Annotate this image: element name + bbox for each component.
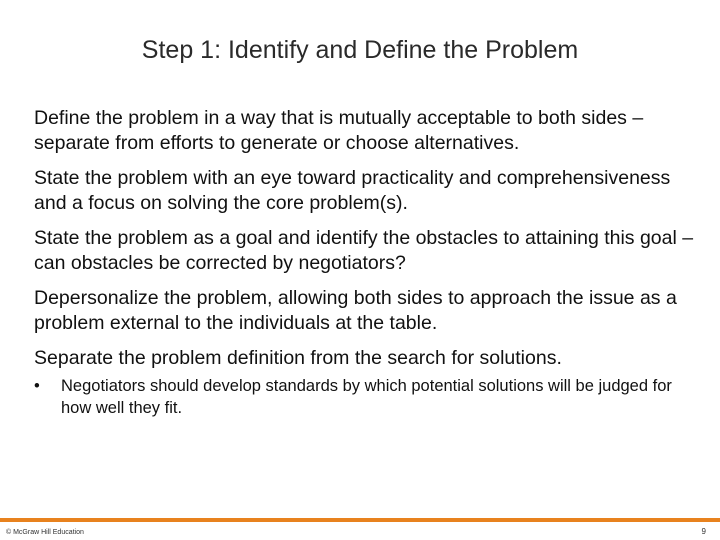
sub-bullet-list <box>34 375 694 419</box>
bullet-item: State the problem as a goal and identify the obstacles to attaining this goal – can obstacles be corrected by negotiators? <box>34 227 694 274</box>
bullet-list <box>34 106 694 429</box>
copyright-notice: © McGraw Hill Education <box>6 529 84 536</box>
sub-bullet-item <box>34 375 694 419</box>
footer-divider <box>0 518 720 522</box>
slide-title: Step 1: Identify and Define the Problem <box>141 36 579 64</box>
bullet-dot-icon: • <box>34 377 40 395</box>
bullet-item: Depersonalize the problem, allowing both sides to approach the issue as a problem external to the individuals at the table. <box>34 287 677 334</box>
bullet-text: Separate the problem definition from the search for solutions. <box>34 347 562 369</box>
bullet-item <box>34 346 694 419</box>
page-number: 9 <box>701 527 706 536</box>
sub-bullet-text: Negotiators should develop standards by which potential solutions will be judged for how well they fit. <box>61 377 672 417</box>
bullet-item: Define the problem in a way that is mutually acceptable to both sides – separate from efforts to generate or choose alternatives. <box>34 107 644 154</box>
bullet-item: State the problem with an eye toward practicality and comprehensiveness and a focus on solving the core problem(s). <box>34 167 671 214</box>
